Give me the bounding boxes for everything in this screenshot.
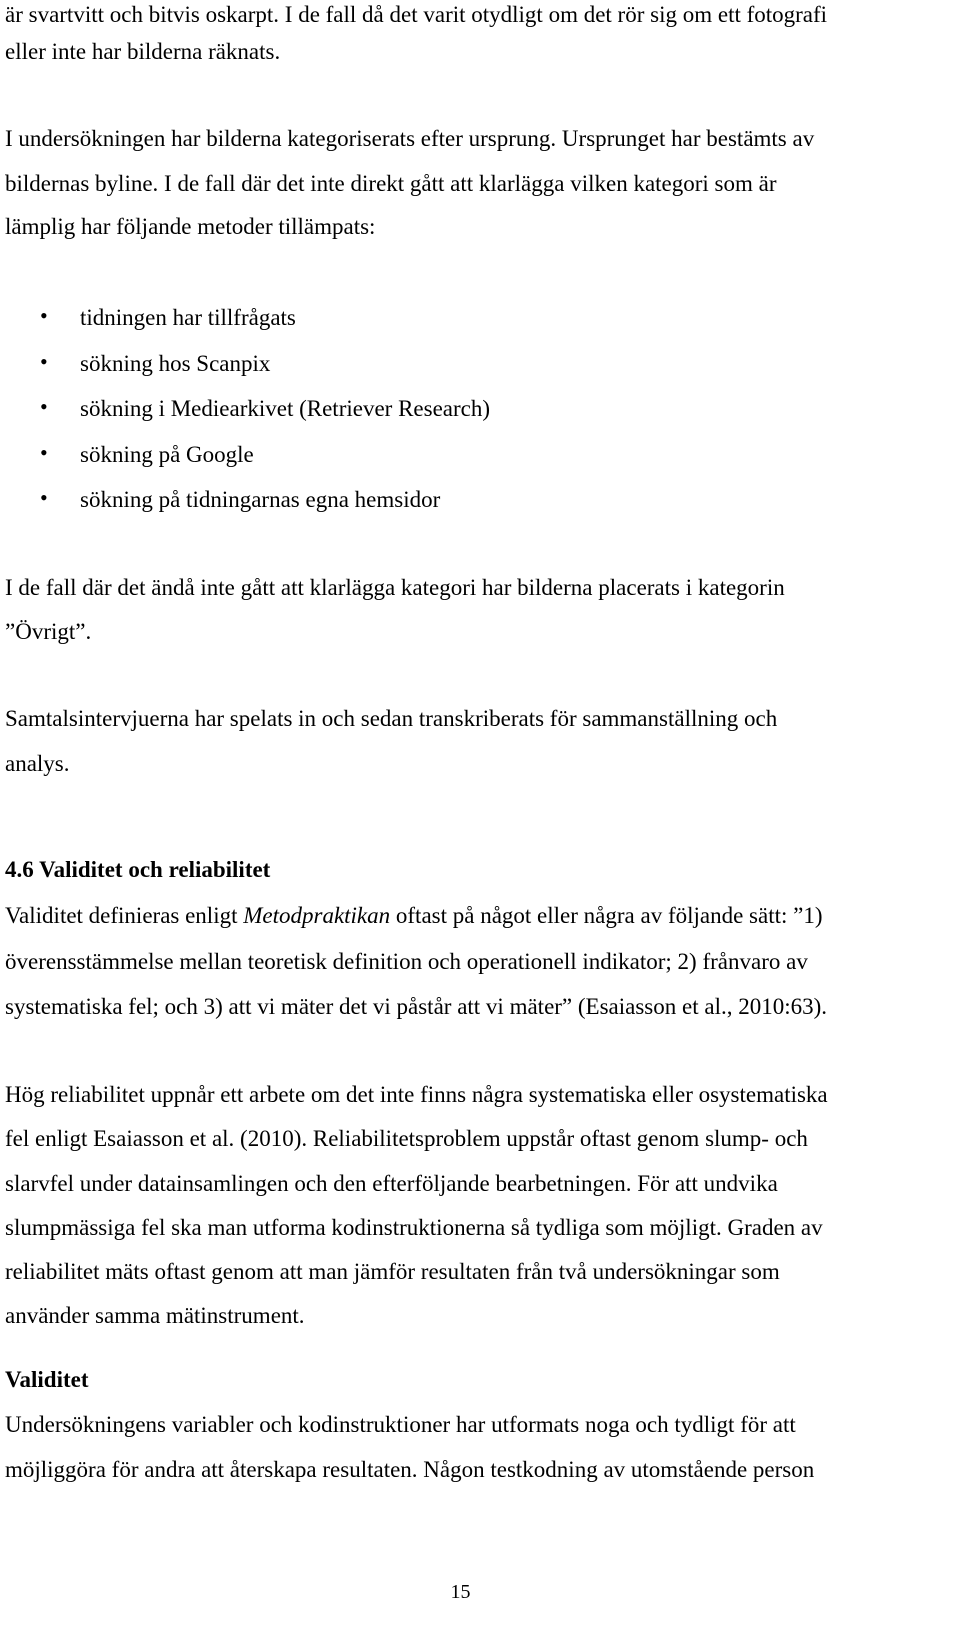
list-item: sökning på tidningarnas egna hemsidor: [80, 487, 441, 512]
section-heading: 4.6 Validitet och reliabilitet: [5, 857, 271, 882]
list-item: sökning hos Scanpix: [80, 351, 271, 376]
subheading: Validitet: [5, 1367, 89, 1392]
paragraph-line: systematiska fel; och 3) att vi mäter det vi påstår att vi mäter” (Esaiasson et al., 2010:63).: [5, 994, 828, 1019]
bullet-icon: •: [40, 440, 48, 465]
paragraph-line: lämplig har följande metoder tillämpats:: [5, 214, 376, 239]
list-item: tidningen har tillfrågats: [80, 305, 296, 330]
paragraph-line: I de fall där det ändå inte gått att klarlägga kategori har bilderna placerats i kategorin: [5, 575, 785, 600]
list-item: sökning på Google: [80, 442, 254, 467]
bullet-icon: •: [40, 485, 48, 510]
text-run: Validitet definieras enligt: [5, 903, 244, 928]
bullet-icon: •: [40, 303, 48, 328]
paragraph-line: ”Övrigt”.: [5, 619, 92, 644]
paragraph-line: överensstämmelse mellan teoretisk definition och operationell indikator; 2) frånvaro av: [5, 949, 808, 974]
page-number: 15: [450, 1581, 471, 1603]
paragraph-line: är svartvitt och bitvis oskarpt. I de fall då det varit otydligt om det rör sig om ett fotografi: [5, 2, 828, 27]
paragraph-line: Undersökningens variabler och kodinstruktioner har utformats noga och tydligt för att: [5, 1412, 796, 1437]
paragraph-line: I undersökningen har bilderna kategoriserats efter ursprung. Ursprunget har bestämts av: [5, 126, 815, 151]
paragraph-line: slarvfel under datainsamlingen och den efterföljande bearbetningen. För att undvika: [5, 1171, 778, 1196]
paragraph-line: [5, 902, 823, 930]
bullet-icon: •: [40, 394, 48, 419]
paragraph-line: eller inte har bilderna räknats.: [5, 39, 281, 64]
paragraph-line: analys.: [5, 751, 70, 776]
paragraph-line: reliabilitet mäts oftast genom att man jämför resultaten från två undersökningar som: [5, 1259, 780, 1284]
italic-title: Metodpraktikan: [243, 903, 391, 928]
paragraph-line: använder samma mätinstrument.: [5, 1303, 305, 1328]
paragraph-line: fel enligt Esaiasson et al. (2010). Reliabilitetsproblem uppstår oftast genom slump- och: [5, 1126, 808, 1151]
list-item: sökning i Mediearkivet (Retriever Research): [80, 396, 491, 421]
bullet-icon: •: [40, 349, 48, 374]
text-run: oftast på något eller några av följande sätt: ”1): [390, 903, 823, 928]
paragraph-line: möjliggöra för andra att återskapa resultaten. Någon testkodning av utomstående person: [5, 1457, 815, 1482]
paragraph-line: Hög reliabilitet uppnår ett arbete om det inte finns några systematiska eller osystematiska: [5, 1082, 828, 1107]
paragraph-line: slumpmässiga fel ska man utforma kodinstruktionerna så tydliga som möjligt. Graden av: [5, 1215, 823, 1240]
paragraph-line: bildernas byline. I de fall där det inte direkt gått att klarlägga vilken kategori som är: [5, 171, 777, 196]
paragraph-line: Samtalsintervjuerna har spelats in och sedan transkriberats för sammanställning och: [5, 706, 778, 731]
